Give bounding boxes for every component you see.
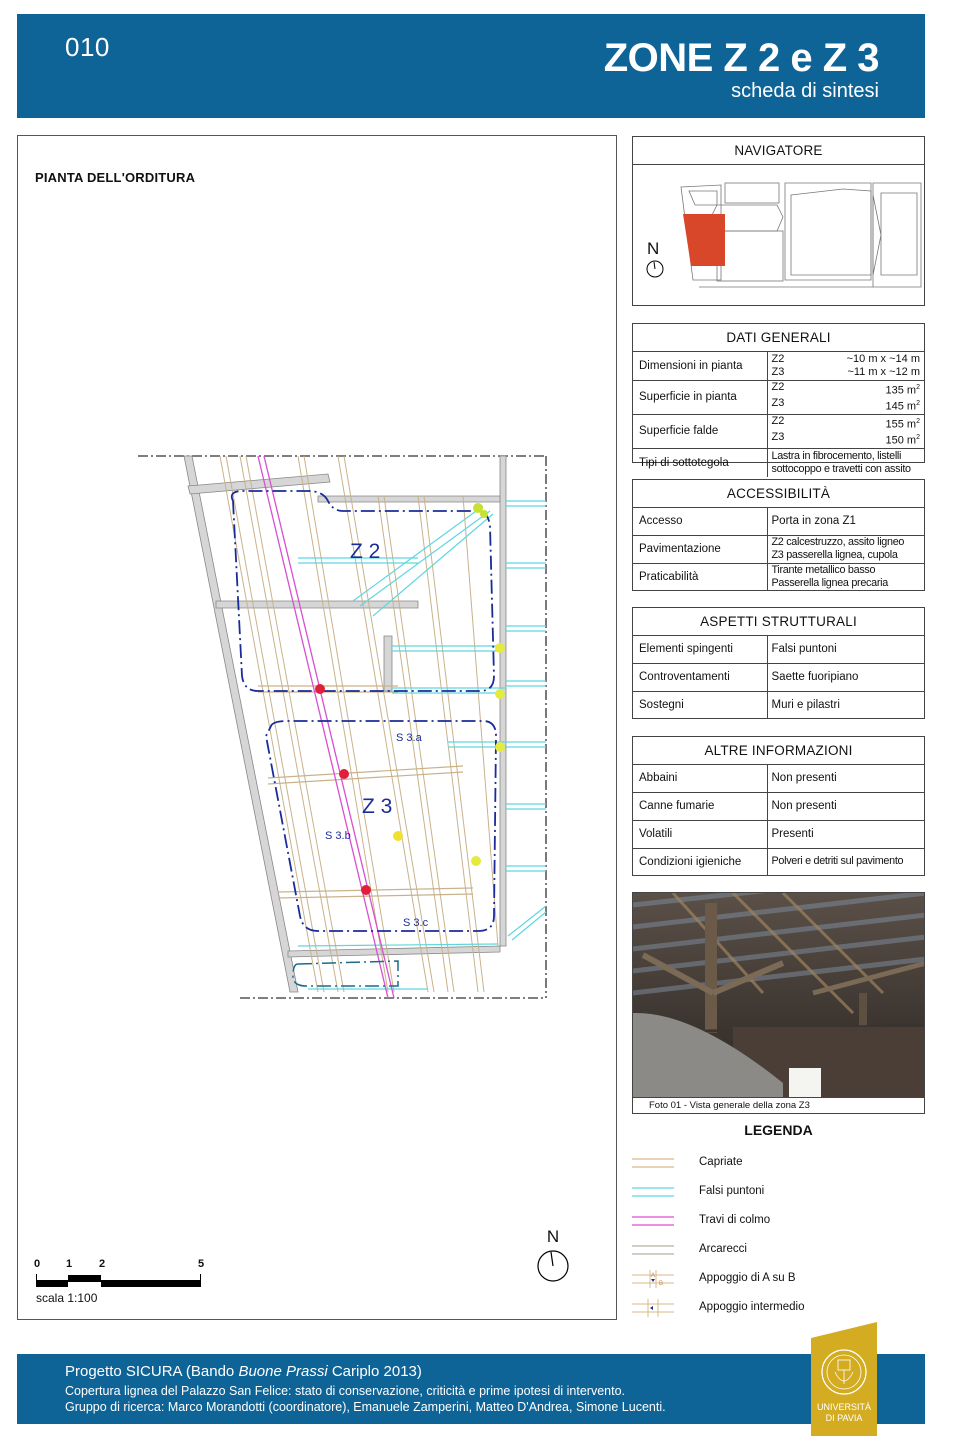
navigator-compass-icon	[645, 259, 665, 279]
row-value: 145 m	[885, 400, 917, 413]
page-footer	[17, 1354, 925, 1424]
legend-item-falsi-puntoni	[632, 1181, 925, 1203]
zone-tag: Z3	[771, 397, 785, 410]
structural-title: ASPETTI STRUTTURALI	[633, 608, 924, 636]
navigator-panel	[632, 136, 925, 306]
attic-photo-image	[633, 893, 925, 1099]
legend-item-arcarecci	[632, 1239, 925, 1261]
other-info-table	[633, 765, 924, 875]
row-value: sottocoppo e travetti con assito	[771, 462, 911, 475]
project-description: Copertura lignea del Palazzo San Felice: stato di conservazione, criticità e prime ipotesi di intervento.	[65, 1384, 626, 1398]
row-key: Volatili	[633, 820, 767, 848]
plan-label: PIANTA DELL'ORDITURA	[35, 170, 196, 185]
table-row	[633, 352, 924, 380]
row-value: Non presenti	[767, 792, 924, 820]
attic-photo	[632, 892, 925, 1114]
row-value: Tirante metallico basso	[771, 563, 876, 576]
travi-di-colmo-line-icon	[632, 1212, 674, 1230]
row-key: Pavimentazione	[633, 535, 767, 563]
university-logo	[811, 1322, 877, 1436]
logo-line1: UNIVERSITÀ	[816, 1402, 872, 1412]
zone-label-z3: Z 3	[362, 795, 393, 818]
table-row	[633, 792, 924, 820]
accessibility-panel	[632, 479, 925, 591]
row-value: Polveri e detriti sul pavimento	[767, 848, 924, 875]
subzone-label-s3b: S 3.b	[325, 830, 351, 842]
structural-table	[633, 636, 924, 718]
row-key: Accesso	[633, 508, 767, 535]
row-value: ~11 m x ~12 m	[847, 365, 920, 378]
project-title-suffix: Cariplo 2013)	[327, 1363, 422, 1380]
zone-tag: Z2	[771, 380, 785, 393]
table-row	[633, 535, 924, 563]
legend-label: Appoggio di A su B	[699, 1272, 796, 1284]
general-data-title: DATI GENERALI	[633, 324, 924, 352]
scale-bar	[34, 1258, 214, 1318]
row-value: Muri e pilastri	[767, 691, 924, 718]
other-info-title: ALTRE INFORMAZIONI	[633, 737, 924, 765]
row-value: 135 m	[885, 384, 917, 397]
table-row	[633, 380, 924, 414]
photo-caption: Foto 01 - Vista generale della zona Z3	[633, 1097, 924, 1113]
row-value: Lastra in fibrocemento, listelli	[771, 449, 902, 462]
row-key: Superficie falde	[633, 414, 767, 448]
unit-superscript: 2	[916, 400, 920, 408]
page-header	[17, 14, 925, 118]
subzone-label-s3c: S 3.c	[403, 917, 429, 929]
plan-frame	[17, 135, 617, 1320]
zone-tag: Z2	[771, 414, 785, 427]
zone-tag: Z2	[771, 352, 785, 365]
subzone-label-s3a: S 3.a	[396, 732, 422, 744]
table-row	[633, 636, 924, 663]
row-value: 155 m	[885, 418, 917, 431]
scale-tick: 5	[198, 1258, 205, 1270]
legend-title: LEGENDA	[744, 1122, 813, 1138]
roof-framing-plan	[128, 436, 548, 1006]
legend-item-capriate	[632, 1152, 925, 1174]
row-key: Sostegni	[633, 691, 767, 718]
table-row	[633, 414, 924, 448]
north-arrow	[533, 1228, 573, 1288]
general-data-table	[633, 352, 924, 477]
table-row	[633, 508, 924, 535]
row-key: Praticabilità	[633, 563, 767, 590]
navigator-building-outline	[673, 175, 923, 295]
table-row	[633, 449, 924, 477]
row-value: Non presenti	[771, 772, 837, 785]
legend-label: Capriate	[699, 1156, 743, 1168]
table-row	[633, 663, 924, 691]
scale-caption: scala 1:100	[36, 1291, 98, 1305]
appoggio-intermedio-icon	[632, 1299, 674, 1317]
other-info-panel	[632, 736, 925, 876]
accessibility-title: ACCESSIBILITÀ	[633, 480, 924, 508]
navigator-north-label: N	[647, 239, 660, 258]
table-row	[633, 765, 924, 792]
structural-panel	[632, 607, 925, 719]
appoggio-a-su-b-icon	[632, 1270, 674, 1288]
row-value: Saette fuoripiano	[767, 663, 924, 691]
zone-tag: Z3	[771, 431, 785, 444]
page-subtitle: scheda di sintesi	[731, 80, 879, 102]
general-data-panel	[632, 323, 925, 475]
arcarecci-line-icon	[632, 1241, 674, 1259]
legend-label: Appoggio intermedio	[699, 1301, 805, 1313]
row-value: Passerella lignea precaria	[771, 576, 888, 589]
table-row	[633, 820, 924, 848]
legend-item-appoggio-a-su-b	[632, 1268, 925, 1290]
legend-label: Arcarecci	[699, 1243, 747, 1255]
project-title	[65, 1363, 422, 1380]
legend-label: Falsi puntoni	[699, 1185, 765, 1197]
accessibility-table	[633, 508, 924, 590]
compass-icon	[533, 1246, 573, 1286]
north-label: N	[546, 1227, 560, 1246]
legend-label: Travi di colmo	[699, 1214, 771, 1226]
research-group: Gruppo di ricerca: Marco Morandotti (coordinatore), Emanuele Zamperini, Matteo D'Andrea, Simone Lucenti.	[65, 1400, 666, 1414]
svg-text:B: B	[659, 1281, 664, 1287]
row-key: Controventamenti	[633, 663, 767, 691]
falsi-puntoni-line-icon	[632, 1183, 674, 1201]
svg-text:A: A	[651, 1273, 656, 1279]
row-value: Z2 calcestruzzo, assito ligneo	[771, 536, 905, 548]
row-value: Porta in zona Z1	[771, 515, 856, 528]
scale-tick: 0	[34, 1258, 41, 1270]
scale-tick: 1	[66, 1258, 73, 1270]
scale-tick: 2	[99, 1258, 106, 1270]
logo-line2: DI PAVIA	[825, 1413, 863, 1423]
project-title-italic: Buone Prassi	[238, 1363, 328, 1380]
zone-label-z2: Z 2	[350, 540, 381, 563]
page-number: 010	[65, 32, 110, 62]
table-row	[633, 848, 924, 875]
row-value: 150 m	[885, 435, 917, 448]
unit-superscript: 2	[916, 434, 920, 442]
row-key: Dimensioni in pianta	[633, 352, 767, 380]
legend	[632, 1122, 925, 1322]
row-key: Elementi spingenti	[633, 636, 767, 663]
zone-tag: Z3	[771, 365, 785, 378]
legend-item-travi-di-colmo	[632, 1210, 925, 1232]
row-value: Presenti	[767, 820, 924, 848]
table-row	[633, 691, 924, 718]
capriate-line-icon	[632, 1154, 674, 1172]
row-key: Tipi di sottotegola	[633, 449, 767, 477]
page-title: ZONE Z 2 e Z 3	[603, 36, 879, 80]
unit-superscript: 2	[916, 417, 920, 425]
legend-item-appoggio-intermedio	[632, 1297, 925, 1319]
row-value: Z3 passerella lignea, cupola	[771, 549, 898, 561]
row-key: Condizioni igieniche	[633, 848, 767, 875]
scale-bar-graphic	[36, 1272, 206, 1290]
project-title-prefix: Progetto SICURA (Bando	[65, 1363, 239, 1380]
row-value: ~10 m x ~14 m	[846, 352, 920, 365]
navigator-title: NAVIGATORE	[633, 137, 924, 165]
row-key: Abbaini	[633, 765, 767, 792]
unit-superscript: 2	[916, 383, 920, 391]
row-key: Superficie in pianta	[633, 380, 767, 414]
row-key: Canne fumarie	[633, 792, 767, 820]
navigator-map	[633, 165, 924, 302]
row-value: Falsi puntoni	[771, 643, 837, 656]
table-row	[633, 563, 924, 590]
